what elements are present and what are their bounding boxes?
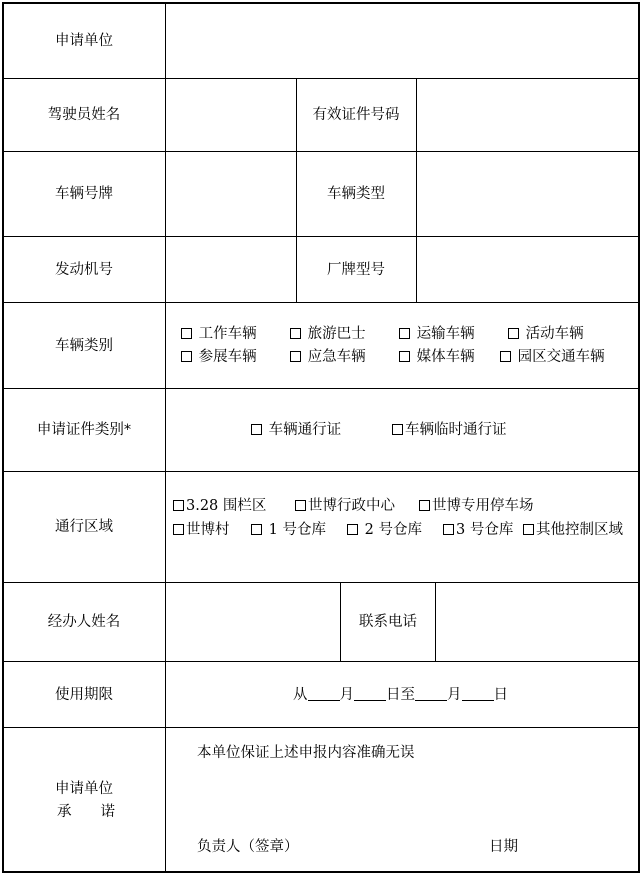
vehicle-type-field[interactable]	[417, 152, 638, 236]
validity-period-line	[293, 686, 508, 704]
checkbox-icon	[500, 351, 511, 362]
option-label: 2 号仓库	[364, 522, 422, 538]
start-day-blank[interactable]	[354, 686, 386, 701]
checkbox-icon	[399, 328, 410, 339]
option-label: 3.28 围栏区	[186, 498, 267, 514]
phone-field[interactable]	[436, 583, 638, 661]
end-day-blank[interactable]	[462, 686, 494, 701]
checkbox-option-event-vehicle[interactable]	[508, 325, 584, 343]
row-divider	[2, 302, 640, 303]
option-label: 车辆临时通行证	[405, 422, 507, 438]
option-label: 车辆通行证	[268, 422, 342, 438]
option-label: 运输车辆	[416, 326, 475, 342]
checkbox-icon	[290, 351, 301, 362]
option-label: 1 号仓库	[268, 522, 326, 538]
checkbox-option-area-warehouse-2[interactable]	[347, 521, 422, 539]
checkbox-icon	[290, 328, 301, 339]
id-number-field[interactable]	[417, 79, 638, 151]
start-month-blank[interactable]	[308, 686, 340, 701]
checkbox-option-area-warehouse-3[interactable]	[443, 521, 513, 539]
id-number-label: 有效证件号码	[312, 107, 400, 123]
option-label: 世博行政中心	[308, 498, 395, 514]
checkbox-icon	[295, 500, 306, 511]
validity-label: 使用期限	[55, 687, 113, 703]
checkbox-option-area-328-fence[interactable]	[173, 497, 266, 515]
driver-name-field[interactable]	[166, 79, 296, 151]
brand-model-field[interactable]	[417, 237, 638, 302]
driver-name-label: 驾驶员姓名	[47, 107, 121, 123]
checkbox-icon	[523, 524, 534, 535]
checkbox-icon	[508, 328, 519, 339]
table-border-right	[638, 2, 640, 873]
checkbox-option-area-other[interactable]	[523, 521, 623, 539]
permit-category-label: 申请证件类别*	[36, 422, 132, 438]
plate-number-field[interactable]	[166, 152, 296, 236]
table-border-bottom	[2, 871, 640, 873]
checkbox-icon	[173, 500, 184, 511]
checkbox-option-transport-vehicle[interactable]	[399, 325, 475, 343]
commitment-label-line2: 承 诺	[57, 804, 115, 820]
checkbox-icon	[173, 524, 184, 535]
checkbox-option-area-warehouse-1[interactable]	[251, 521, 326, 539]
end-month-blank[interactable]	[415, 686, 447, 701]
vehicle-category-label: 车辆类别	[55, 338, 113, 354]
date-label: 日期	[489, 839, 518, 855]
handler-name-label: 经办人姓名	[47, 614, 121, 630]
checkbox-option-area-parking[interactable]	[419, 497, 534, 515]
checkbox-icon	[392, 424, 403, 435]
column-divider	[340, 582, 341, 661]
checkbox-option-media-vehicle[interactable]	[399, 348, 475, 366]
day-to-text: 日至	[386, 687, 415, 703]
applicant-unit-label: 申请单位	[55, 33, 113, 49]
option-label: 其他控制区域	[536, 522, 623, 538]
checkbox-icon	[399, 351, 410, 362]
option-label: 世博专用停车场	[432, 498, 534, 514]
applicant-unit-field[interactable]	[166, 4, 638, 78]
checkbox-icon	[251, 524, 262, 535]
access-area-label: 通行区域	[55, 519, 113, 535]
option-label: 活动车辆	[525, 326, 584, 342]
row-divider	[2, 388, 640, 389]
option-label: 世博村	[186, 522, 230, 538]
checkbox-option-area-expo-village[interactable]	[173, 521, 230, 539]
checkbox-icon	[181, 351, 192, 362]
commitment-statement: 本单位保证上述申报内容准确无误	[197, 745, 415, 761]
month-text: 月	[339, 687, 354, 703]
option-label: 应急车辆	[307, 349, 366, 365]
checkbox-option-area-admin-center[interactable]	[295, 497, 395, 515]
option-label: 媒体车辆	[416, 349, 475, 365]
commitment-label-line1: 申请单位	[55, 781, 113, 797]
signature-label: 负责人（签章）	[197, 839, 299, 855]
plate-number-label: 车辆号牌	[55, 186, 113, 202]
checkbox-icon	[181, 328, 192, 339]
signature-field[interactable]	[305, 832, 475, 862]
checkbox-option-vehicle-pass[interactable]	[251, 421, 341, 439]
table-border-left	[2, 2, 4, 873]
checkbox-icon	[347, 524, 358, 535]
phone-label: 联系电话	[359, 614, 417, 630]
day-text: 日	[493, 687, 508, 703]
checkbox-icon	[419, 500, 430, 511]
month-text: 月	[447, 687, 462, 703]
checkbox-option-park-transit-vehicle[interactable]	[500, 348, 605, 366]
checkbox-option-tour-bus[interactable]	[290, 325, 366, 343]
option-label: 园区交通车辆	[517, 349, 605, 365]
row-divider	[2, 661, 640, 662]
option-label: 旅游巴士	[307, 326, 366, 342]
checkbox-option-temporary-vehicle-pass[interactable]	[392, 421, 507, 439]
row-divider	[2, 727, 640, 728]
column-divider	[296, 78, 297, 302]
checkbox-option-work-vehicle[interactable]	[181, 325, 257, 343]
handler-name-field[interactable]	[166, 583, 340, 661]
brand-model-label: 厂牌型号	[327, 262, 385, 278]
checkbox-option-emergency-vehicle[interactable]	[290, 348, 366, 366]
checkbox-option-exhibitor-vehicle[interactable]	[181, 348, 257, 366]
engine-number-field[interactable]	[166, 237, 296, 302]
date-field[interactable]	[523, 832, 635, 862]
row-divider	[2, 471, 640, 472]
from-text: 从	[293, 687, 308, 703]
option-label: 3 号仓库	[456, 522, 514, 538]
engine-number-label: 发动机号	[55, 262, 113, 278]
option-label: 工作车辆	[198, 326, 257, 342]
option-label: 参展车辆	[198, 349, 257, 365]
checkbox-icon	[251, 424, 262, 435]
checkbox-icon	[443, 524, 454, 535]
vehicle-type-label: 车辆类型	[327, 186, 385, 202]
